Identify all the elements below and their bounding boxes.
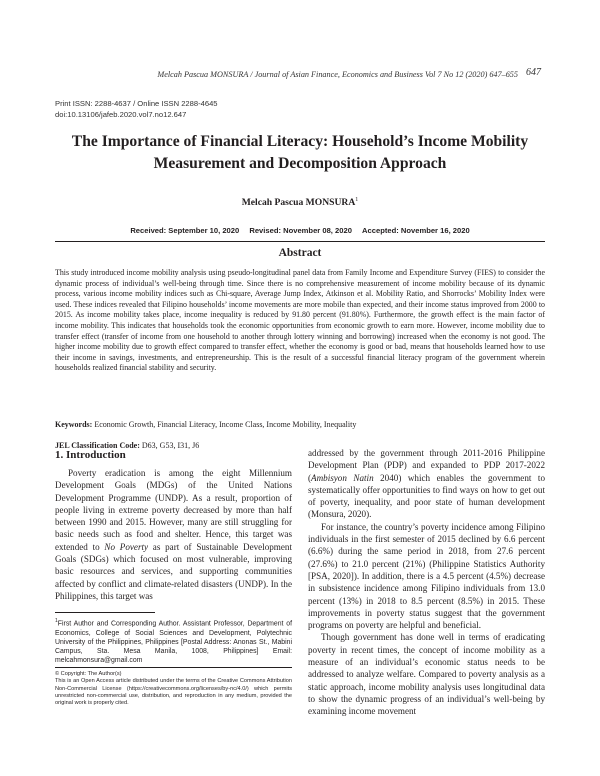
intro-paragraph-1 <box>55 467 292 602</box>
copyright-rule <box>55 667 292 668</box>
accepted-date: Accepted: November 16, 2020 <box>362 226 470 235</box>
text-run: Poverty eradication is among the eight Millennium Development Goals (MDGs) of the United Nations Development Programme (UNDP). As a result, proportion of people living in extreme poverty decreased by more than half between 1990 and 2015. However, many are still struggling for basic needs such as food and shelter. Hence, this target was extended to <box>55 468 292 552</box>
issn-block <box>55 99 218 120</box>
issn-line: Print ISSN: 2288-4637 / Online ISSN 2288-4645 <box>55 99 218 108</box>
author-footnote <box>55 617 292 666</box>
abstract-heading: Abstract <box>278 247 322 259</box>
intro-paragraph-2: For instance, the country’s poverty incidence among Filipino individuals in the first semester of 2015 declined by 6.6 percent (6.6%) during the same period in 2018, from 27.6 percent (27.6%) to 21.0 percent (21%) (Philippine Statistics Authority [PSA, 2020]). In addition, there is a 4.5 percent (4.5%) decrease in subsistence incidence among Filipino individuals from 13.0 percent (13%) in 2018 to 8.5 percent (8.5%) in 2015. These improvements in poverty status suggest that the government programs on poverty are helpful and beneficial. <box>308 521 545 631</box>
received-date: Received: September 10, 2020 <box>130 226 240 235</box>
dates-line <box>60 226 540 235</box>
intro-paragraph-3: Though government has done well in terms of eradicating poverty in recent times, the concept of income mobility as a measure of an individual’s economic status needs to be addressed to analyze welfare. Compared to poverty analysis as a static approach, income mobility analysis uses longitudinal data to show the dynamic progress of an individual’s well-being by examining income movement <box>308 632 545 717</box>
left-column <box>55 467 292 602</box>
revised-date: Revised: November 08, 2020 <box>249 226 352 235</box>
jel-label: JEL Classification Code: <box>55 441 140 450</box>
author-name: Melcah Pascua MONSURA <box>241 197 356 209</box>
license-text: This is an Open Access article distributed under the terms of the Creative Commons Attribution Non-Commercial License (https://creativecommons.org/licenses/by-nc/4.0/) which permits unrestricted non-commercial use, distribution, and reproduction in any medium, provided the original work is properly cited. <box>55 678 292 707</box>
intro-paragraph-1-cont <box>308 447 545 521</box>
author-marker: 1 <box>355 197 359 203</box>
footnote-rule <box>55 612 155 613</box>
running-head: Melcah Pascua MONSURA / Journal of Asian Finance, Economics and Business Vol 7 No 12 (2020) 647–655 <box>157 70 518 79</box>
text-run: 2040) which enables the government to systematically offer opportunities to find ways on how to get out of poverty, inequality, and poor state of human development (Monsura, 2020). <box>308 472 545 520</box>
title-line-2: Measurement and Decomposition Approach <box>153 155 447 172</box>
abstract-text: This study introduced income mobility analysis using pseudo-longitudinal panel data from Family Income and Expenditure Survey (FIES) to consider the dynamic process of individual’s well-being through time. Since there is no comprehensive measurement of income mobility because of its dynamic process, various income mobility indices such as Chi-square, Average Jump Index, Atkinson et al. Mobility Ratio, and Shorrocks’ Mobility Index were used. These indices revealed that Filipino households’ income movements are more mobile than expected, and their income status improved from 2000 to 2015. As income mobility takes place, income inequality is reduced by 91.80 percent (91.80%). Furthermore, the growth effect is the main factor of income mobility. This indicates that households took the economic opportunities from economic growth to earn more. However, income mobility due to transfer effect (transfer of income from one household to another through lottery winning and borrowing) increased when the economy is not good. The higher income mobility due to growth effect compared to transfer effect, whether the economy is good or bad, means that households learned how to use their income in savings, investments, and entrepreneurship. This is the result of a successful financial literacy program of the government wherein households realized financial stability and security. <box>55 268 545 373</box>
footnote-marker: 1 <box>55 618 58 624</box>
right-column <box>308 447 545 718</box>
doi-line: doi:10.13106/jafeb.2020.vol7.no12.647 <box>55 109 187 119</box>
text-run-italic: Ambisyon Natin <box>311 472 374 483</box>
keywords-label: Keywords: <box>55 420 93 429</box>
title-line-1: The Importance of Financial Literacy: Household’s Income Mobility <box>71 133 529 150</box>
text-run-italic: No Poverty <box>104 541 149 552</box>
page-number: 647 <box>526 67 541 78</box>
keywords <box>55 420 545 431</box>
text-run: addressed by the government through 2011-2016 Philippine Development Plan (PDP) and expanded to PDP 2017-2022 ( <box>308 448 545 483</box>
author-line <box>60 197 540 208</box>
divider-top <box>55 241 545 242</box>
text-run: as part of Sustainable Development Goals (SDGs) which focused on most vulnerable, improving basic resources and services, and supporting communities affected by conflict and climate-related disasters (UNDP). In the Philippines, this target was <box>55 541 292 601</box>
copyright-line: © Copyright: The Author(s) <box>55 671 122 677</box>
copyright-block <box>55 671 292 707</box>
footnote-text: First Author and Corresponding Author. Assistant Professor, Department of Economics, College of Social Sciences and Development, Polytechnic University of the Philippines, Philippines [Postal Address: Anonas St., Mabini Campus, Sta. Mesa Manila, 1008, Philippines] Email: melcahmonsura@gmail.com <box>55 620 292 665</box>
section-heading: 1. Introduction <box>55 449 126 461</box>
keywords-text: Economic Growth, Financial Literacy, Income Class, Income Mobility, Inequality <box>92 420 357 429</box>
paper-title <box>60 131 540 175</box>
jel-text: D63, G53, I31, J6 <box>139 441 200 450</box>
